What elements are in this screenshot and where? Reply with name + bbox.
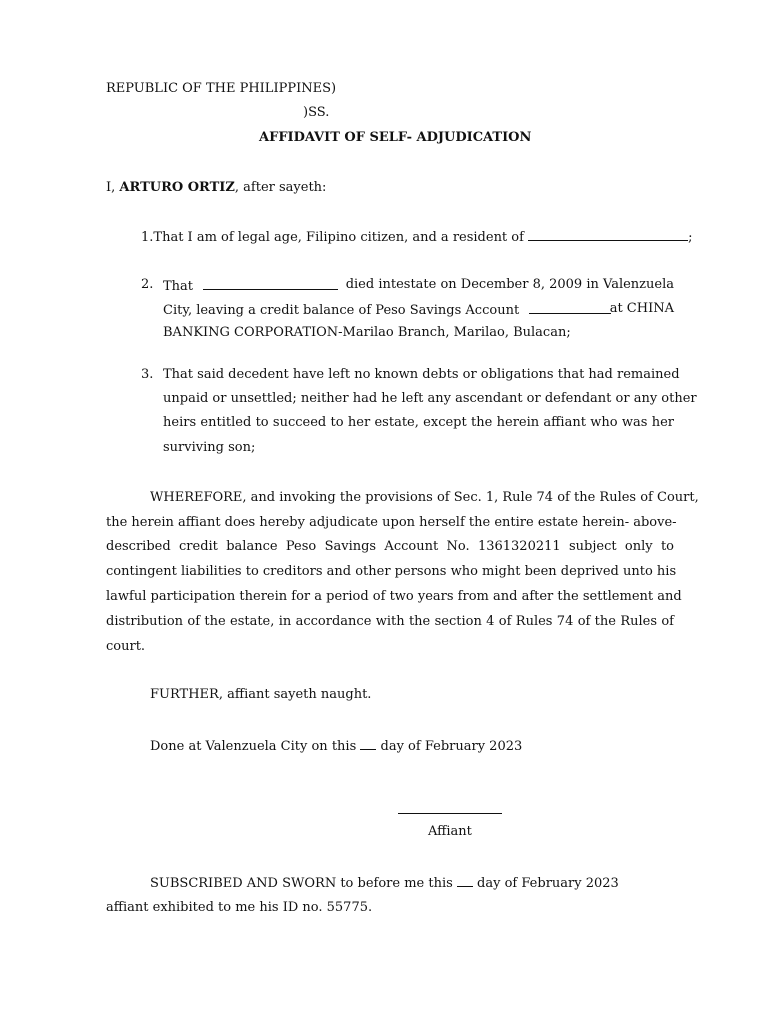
item-3-line-4: surviving son;: [163, 440, 256, 455]
done-line: [150, 737, 522, 754]
decedent-name-blank: [203, 277, 338, 290]
opening-suffix: , after sayeth:: [234, 180, 327, 195]
account-number-blank: [529, 301, 611, 314]
item-1-number: 1.: [141, 230, 154, 245]
affiant-signature-line: [398, 813, 502, 814]
opening-line: [106, 180, 326, 195]
item-3-line-1: That said decedent have left no known debts or obligations that had remained: [163, 367, 680, 382]
item-3-line-3: heirs entitled to succeed to her estate, except the herein affiant who was her: [163, 415, 674, 430]
done-before: Done at Valenzuela City on this: [150, 739, 361, 754]
wherefore-line-2: the herein affiant does hereby adjudicate upon herself the entire estate herein- above-: [106, 515, 677, 530]
wherefore-line-4: contingent liabilities to creditors and other persons who might been deprived unto his: [106, 564, 677, 579]
wherefore-line-1-rest: , and invoking the provisions of Sec. 1, Rule 74 of the Rules of Court,: [242, 490, 699, 505]
affiant-label: Affiant: [428, 824, 472, 839]
jurat-day-blank: [457, 874, 473, 887]
done-after: day of February 2023: [376, 739, 523, 754]
done-day-blank: [360, 737, 376, 750]
further-line: FURTHER, affiant sayeth naught.: [150, 687, 372, 702]
document-title: AFFIDAVIT OF SELF- ADJUDICATION: [259, 130, 532, 145]
item-3-line-2: unpaid or unsettled; neither had he left any ascendant or defendant or any other: [163, 391, 697, 406]
item-2-city-text: City, leaving a credit balance of Peso Savings Account: [163, 303, 520, 318]
item-2-line-3: BANKING CORPORATION-Marilao Branch, Marilao, Bulacan;: [163, 325, 571, 340]
ss-header: )SS.: [303, 105, 330, 120]
item-1: [141, 228, 692, 245]
item-1-text: That I am of legal age, Filipino citizen, and a resident of: [153, 230, 529, 245]
jurat-before: SUBSCRIBED AND SWORN to before me this: [150, 876, 457, 891]
jurat-after: day of February 2023: [472, 876, 619, 891]
wherefore-line-5: lawful participation therein for a period of two years from and after the settlement and: [106, 589, 682, 604]
wherefore-lead: WHEREFORE: [150, 490, 243, 505]
item-2-died-text: died intestate on December 8, 2009 in Valenzuela: [345, 277, 674, 292]
residence-blank: [528, 228, 688, 241]
item-2-that: That: [163, 279, 194, 294]
item-2-bank-text: at CHINA: [609, 301, 674, 316]
wherefore-line-6: distribution of the estate, in accordance with the section 4 of Rules 74 of the Rules of: [106, 614, 674, 629]
republic-header: REPUBLIC OF THE PHILIPPINES): [106, 81, 337, 96]
wherefore-line-1: [150, 490, 699, 505]
item-2-number: 2.: [141, 277, 154, 292]
item-2-line-2: [163, 301, 674, 318]
item-1-end: ;: [688, 230, 693, 245]
jurat-line-2: affiant exhibited to me his ID no. 55775.: [106, 900, 373, 915]
opening-prefix: I,: [106, 180, 120, 195]
item-2-line-1: [163, 277, 674, 294]
wherefore-line-7: court.: [106, 639, 146, 654]
jurat-line-1: [150, 874, 619, 891]
affiant-name: ARTURO ORTIZ: [119, 180, 235, 195]
item-3-number: 3.: [141, 367, 154, 382]
wherefore-line-3: described credit balance Peso Savings Account No. 1361320211 subject only to: [106, 539, 674, 554]
